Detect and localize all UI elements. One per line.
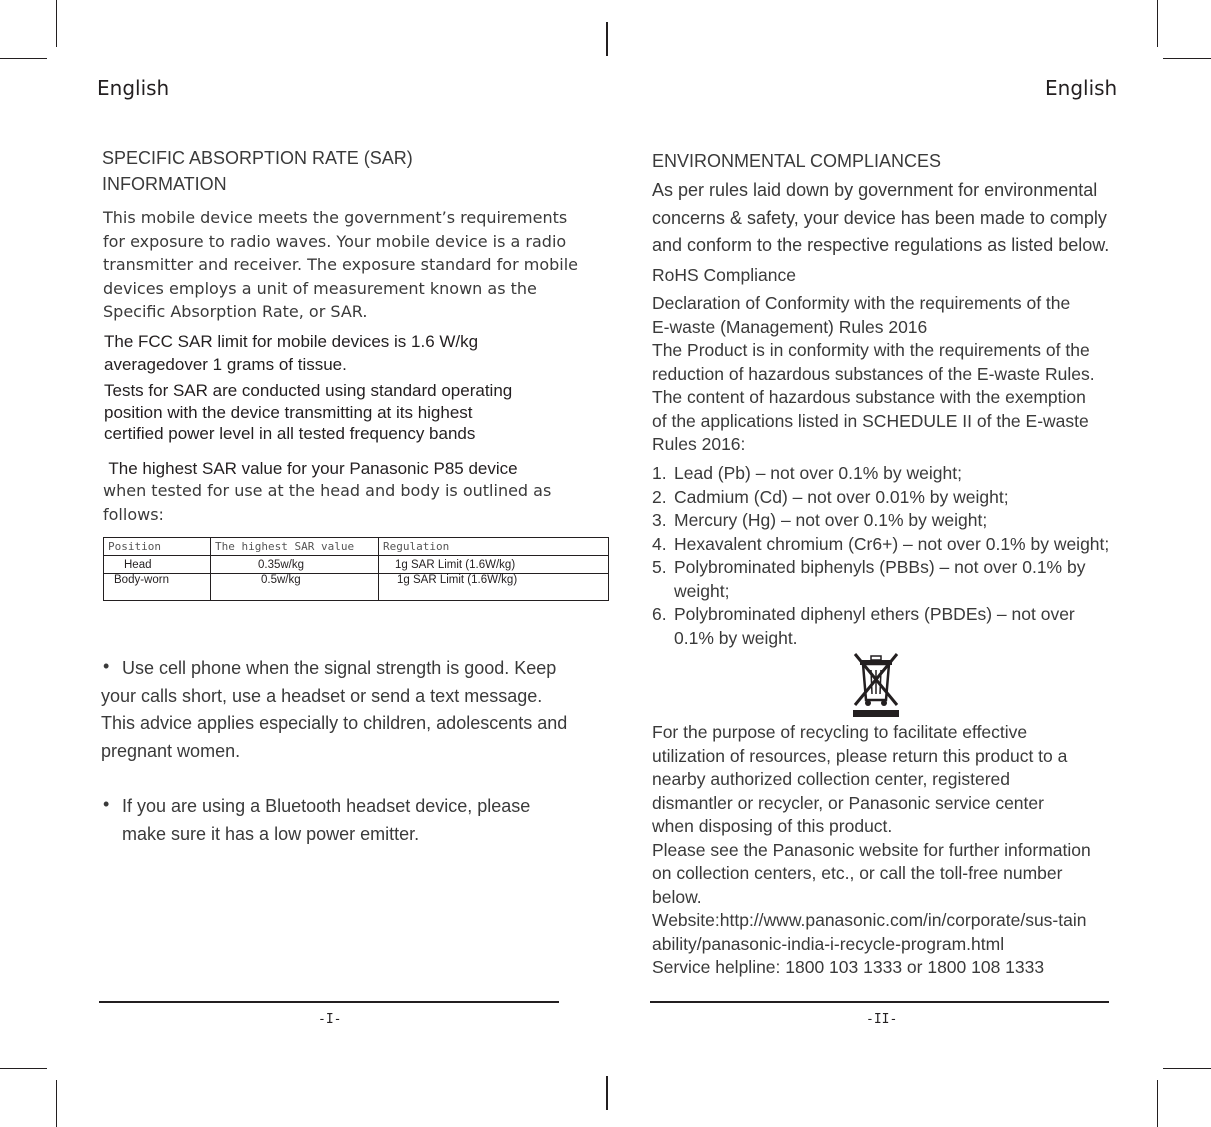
sar-heading: SPECIFIC ABSORPTION RATE (SAR) INFORMATION (102, 148, 413, 194)
service-helpline: Service helpline: 1800 103 1333 or 1800 108 1333 (652, 957, 1045, 977)
crop-mark (606, 1076, 608, 1110)
rohs-declaration-paragraph: Declaration of Conformity with the requirements of the E-waste (Management) Rules 2016 The Product is in conformity with the requirements of the reduction of hazardous substances of the E-waste Rules. The content of hazardous substance with the exemption of the applications listed in SCHEDULE II of the E-waste Rules 2016: (652, 293, 1095, 454)
crop-mark (1157, 1080, 1158, 1127)
list-item: 2. Cadmium (Cd) – not over 0.01% by weight; (652, 486, 1009, 507)
crop-mark (606, 22, 608, 56)
crop-mark (0, 1068, 47, 1069)
list-item: 4. Hexavalent chromium (Cr6+) – not over 0.1% by weight; (652, 533, 1110, 554)
crop-mark (56, 0, 57, 47)
table-header-regulation: Regulation (379, 538, 609, 556)
rohs-heading: RoHS Compliance (652, 265, 796, 285)
substance-list (652, 462, 1109, 650)
bullet-symbol: • (103, 794, 110, 814)
crop-mark (1157, 0, 1158, 47)
table-header-row (104, 538, 609, 556)
language-label: English (1045, 76, 1118, 100)
list-item: 5. Polybrominated biphenyls (PBBs) – not over 0.1% by weight; (652, 557, 1086, 601)
crossed-out-wheelie-bin-icon (851, 650, 901, 718)
page-number: -I- (318, 1012, 342, 1027)
sar-table (103, 537, 609, 601)
sar-intro-paragraph: This mobile device meets the government’s requirements for exposure to radio waves. Your mobile device is a radio transmitter and receiver. The exposure standard for mobile devices employs a unit of measurement known as the Speciﬁc Absorption Rate, or SAR. (103, 208, 579, 321)
bullet-item-signal-strength: Use cell phone when the signal strength is good. Keep your calls short, use a headset or send a text message. This advice applies especially to children, adolescents and pregnant women. (101, 658, 568, 761)
table-cell: Body-worn (104, 574, 211, 601)
page-number: -II- (866, 1012, 898, 1027)
table-cell: 1g SAR Limit (1.6W/kg) (379, 574, 609, 601)
footer-rule (650, 1001, 1109, 1003)
website-link-continuation[interactable]: ability/panasonic-india-i-recycle-program.html (652, 933, 1005, 954)
sar-tests-paragraph: Tests for SAR are conducted using standard operating position with the device transmitting at its highest certified power level in all tested frequency bands (104, 381, 513, 443)
bullet-item-bluetooth: If you are using a Bluetooth headset device, please make sure it has a low power emitter. (122, 796, 531, 844)
crop-mark (1163, 58, 1211, 59)
table-row (104, 556, 609, 574)
crop-mark (0, 58, 47, 59)
bullet-symbol: • (103, 656, 110, 676)
language-label: English (97, 76, 170, 100)
recycling-paragraph: For the purpose of recycling to facilitate effective utilization of resources, please return this product to a nearby authorized collection center, registered dismantler or recycler, or Panasonic service center when disposing of this product. Please see the Panasonic website for further information on collection centers, etc., or call the toll-free number below. Website:http://www.panasonic.com/in/corporate/sus-tain ability/panasonic-india-i-recycle-program.html Service helpline: 1800 103 1333 or 1800 108 1333 (652, 721, 1091, 980)
table-header-position: Position (104, 538, 211, 556)
highest-sar-line: The highest SAR value for your Panasonic P85 device (104, 459, 518, 478)
highest-sar-continuation: when tested for use at the head and body is outlined as follows: (103, 481, 552, 524)
table-header-sar-value: The highest SAR value (211, 538, 379, 556)
table-cell: 0.5w/kg (211, 574, 379, 601)
table-cell: 0.35w/kg (211, 556, 379, 574)
list-item: 6. Polybrominated diphenyl ethers (PBDEs) – not over 0.1% by weight. (652, 604, 1075, 648)
crop-mark (56, 1080, 57, 1127)
footer-rule (99, 1001, 559, 1003)
table-cell: Head (104, 556, 211, 574)
table-row (104, 574, 609, 601)
fcc-limit-paragraph: The FCC SAR limit for mobile devices is 1.6 W/kg averagedover 1 grams of tissue. (104, 332, 479, 374)
crop-mark (1163, 1068, 1211, 1069)
table-cell: 1g SAR Limit (1.6W/kg) (379, 556, 609, 574)
list-item: 1. Lead (Pb) – not over 0.1% by weight; (652, 463, 962, 483)
list-item: 3. Mercury (Hg) – not over 0.1% by weight; (652, 510, 988, 530)
website-link[interactable]: Website:http://www.panasonic.com/in/corporate/sus-tain (652, 910, 1087, 930)
env-heading: ENVIRONMENTAL COMPLIANCES (652, 151, 942, 171)
env-intro-paragraph: As per rules laid down by government for environmental concerns & safety, your device has been made to comply and conform to the respective regulations as listed below. (652, 180, 1110, 255)
